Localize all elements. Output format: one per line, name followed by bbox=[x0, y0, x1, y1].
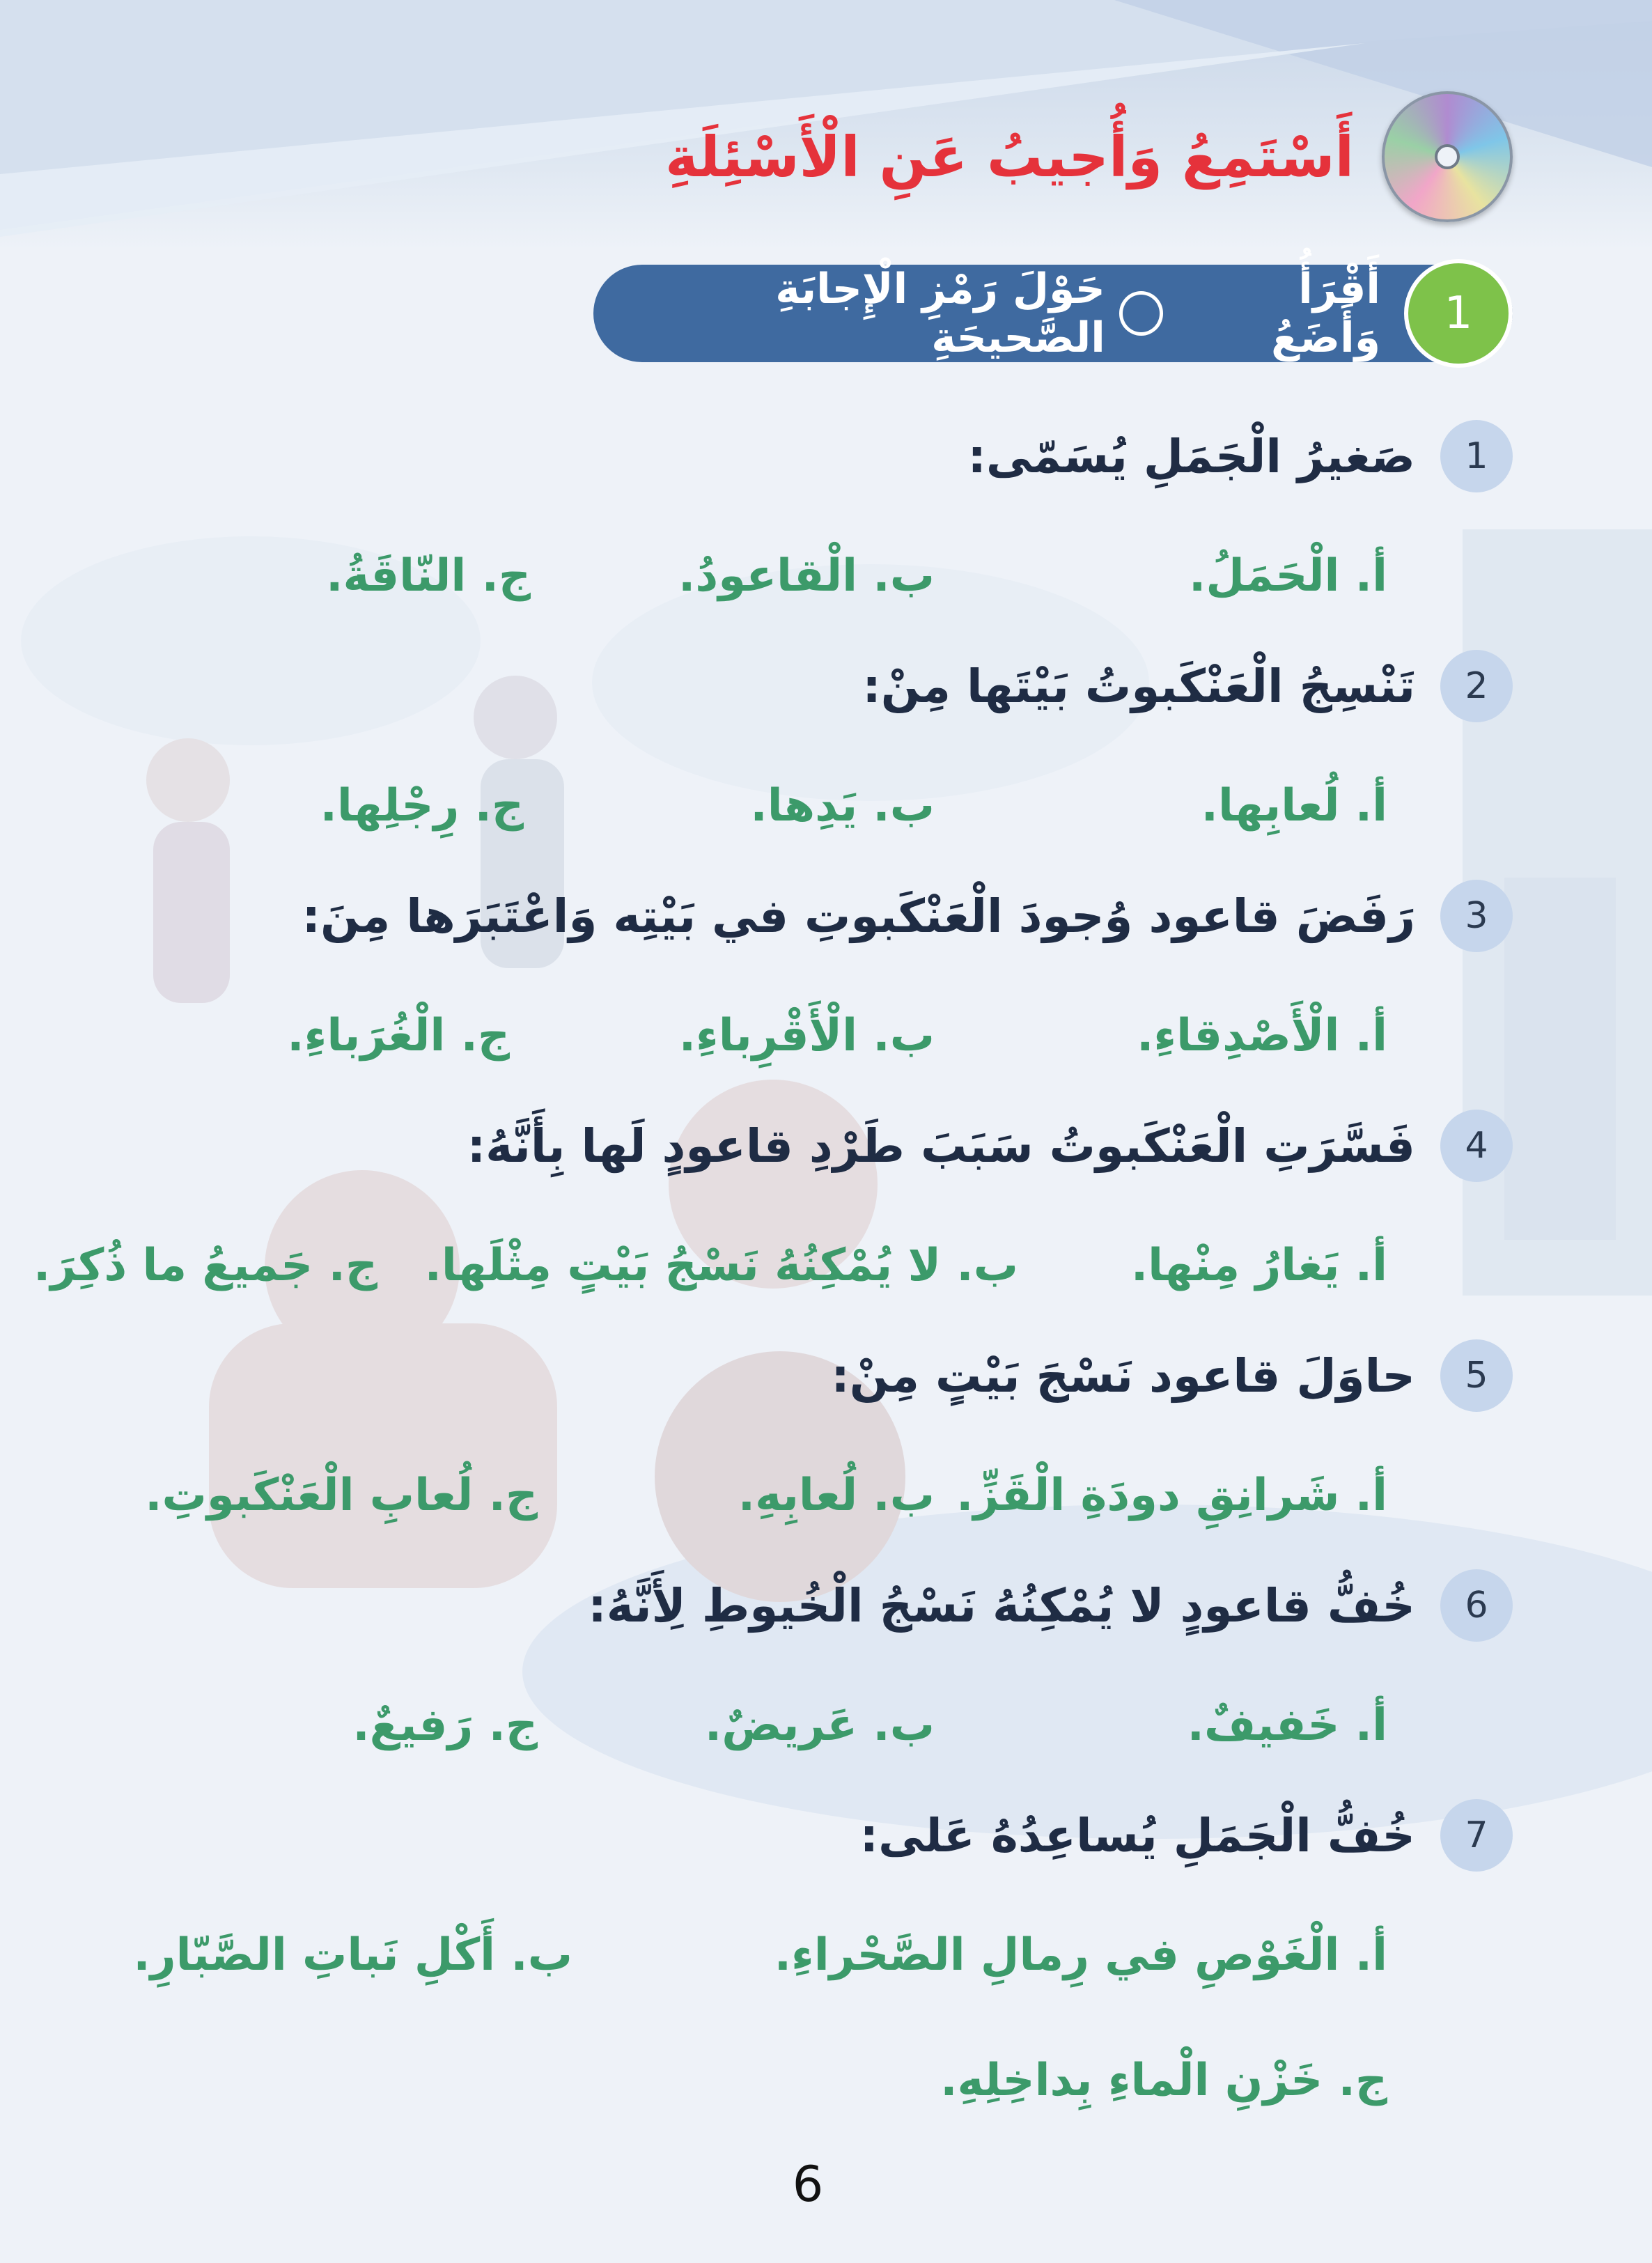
question-text: خُفُّ قاعودٍ لا يُمْكِنُهُ نَسْجُ الْخُيوطِ لِأَنَّهُ: bbox=[588, 1578, 1415, 1633]
answer-option-c[interactable]: ج. الْغُرَباءِ. bbox=[287, 1010, 510, 1061]
question-number-badge: 4 bbox=[1440, 1110, 1513, 1182]
question-number-badge: 3 bbox=[1440, 880, 1513, 952]
answer-option-c[interactable]: ج. النّاقَةُ. bbox=[326, 550, 531, 602]
section-title: أَسْتَمِعُ وَأُجيبُ عَنِ الْأَسْئِلَةِ bbox=[665, 124, 1354, 189]
answer-option-b[interactable]: ب. الْأَقْرِباءِ. bbox=[678, 1010, 935, 1061]
page-number: 6 bbox=[792, 2156, 824, 2213]
question-2 bbox=[862, 648, 1513, 724]
question-text: حاوَلَ قاعود نَسْجَ بَيْتٍ مِنْ: bbox=[831, 1348, 1415, 1403]
answer-option-a[interactable]: أ. خَفيفٌ. bbox=[1187, 1700, 1387, 1751]
question-text: خُفُّ الْجَمَلِ يُساعِدُهُ عَلى: bbox=[859, 1808, 1415, 1862]
answer-option-b[interactable]: ب. عَريضٌ. bbox=[704, 1700, 935, 1751]
question-7 bbox=[860, 1797, 1513, 1874]
section-header bbox=[665, 104, 1513, 209]
question-5 bbox=[831, 1337, 1513, 1414]
instruction-banner bbox=[593, 265, 1513, 362]
question-text: صَغيرُ الْجَمَلِ يُسَمّى: bbox=[967, 429, 1415, 483]
answer-option-a[interactable]: أ. شَرانِقِ دودَةِ الْقَزِّ. bbox=[956, 1470, 1387, 1521]
instruction-text-before: أَقْرَأُ وَأَضَعُ bbox=[1271, 265, 1380, 362]
cd-icon[interactable] bbox=[1382, 91, 1513, 222]
instruction-text bbox=[593, 265, 1380, 362]
answer-option-b[interactable]: ب. الْقاعودُ. bbox=[678, 550, 935, 602]
answer-option-a[interactable]: أ. الْغَوْصِ في رِمالِ الصَّحْراءِ. bbox=[774, 1929, 1387, 1981]
question-number-badge: 1 bbox=[1440, 420, 1513, 492]
answer-option-c[interactable]: ج. رِجْلِها. bbox=[320, 780, 524, 832]
answer-option-a[interactable]: أ. الْحَمَلُ. bbox=[1189, 550, 1387, 602]
answer-option-a[interactable]: أ. الْأَصْدِقاءِ. bbox=[1137, 1010, 1387, 1061]
question-4 bbox=[467, 1107, 1513, 1184]
answer-option-a[interactable]: أ. لُعابِها. bbox=[1201, 780, 1387, 832]
question-1 bbox=[968, 418, 1513, 495]
answer-option-b[interactable]: ب. أَكْلِ نَباتِ الصَّبّارِ. bbox=[133, 1929, 572, 1981]
answer-option-c[interactable]: ج. خَزْنِ الْماءِ بِداخِلِهِ. bbox=[940, 2055, 1387, 2106]
answer-option-c[interactable]: ج. جَميعُ ما ذُكِرَ. bbox=[33, 1240, 377, 1291]
answer-option-b[interactable]: ب. لُعابِهِ. bbox=[738, 1470, 935, 1521]
question-3 bbox=[302, 878, 1513, 954]
answer-option-a[interactable]: أ. يَغارُ مِنْها. bbox=[1130, 1240, 1387, 1291]
answer-option-b[interactable]: ب. لا يُمْكِنُهُ نَسْجُ بَيْتٍ مِثْلَها. bbox=[424, 1240, 1018, 1291]
instruction-text-after: حَوْلَ رَمْزِ الْإِجابَةِ الصَّحيحَةِ bbox=[775, 265, 1105, 362]
question-number-badge: 6 bbox=[1440, 1569, 1513, 1642]
question-number-badge: 5 bbox=[1440, 1339, 1513, 1412]
circle-icon bbox=[1119, 291, 1163, 336]
question-6 bbox=[588, 1567, 1513, 1644]
question-text: رَفَضَ قاعود وُجودَ الْعَنْكَبوتِ في بَيْتِه وَاعْتَبَرَها مِنَ: bbox=[302, 889, 1415, 943]
answer-option-c[interactable]: ج. رَفيعٌ. bbox=[352, 1700, 538, 1751]
answer-option-b[interactable]: ب. يَدِها. bbox=[750, 780, 935, 832]
question-number-badge: 7 bbox=[1440, 1799, 1513, 1872]
question-number-badge: 2 bbox=[1440, 650, 1513, 722]
question-text: فَسَّرَتِ الْعَنْكَبوتُ سَبَبَ طَرْدِ قاعودٍ لَها بِأَنَّهُ: bbox=[467, 1119, 1415, 1173]
answer-option-c[interactable]: ج. لُعابِ الْعَنْكَبوتِ. bbox=[145, 1470, 538, 1521]
instruction-number-badge: 1 bbox=[1404, 259, 1513, 368]
question-text: تَنْسِجُ الْعَنْكَبوتُ بَيْتَها مِنْ: bbox=[862, 659, 1415, 713]
